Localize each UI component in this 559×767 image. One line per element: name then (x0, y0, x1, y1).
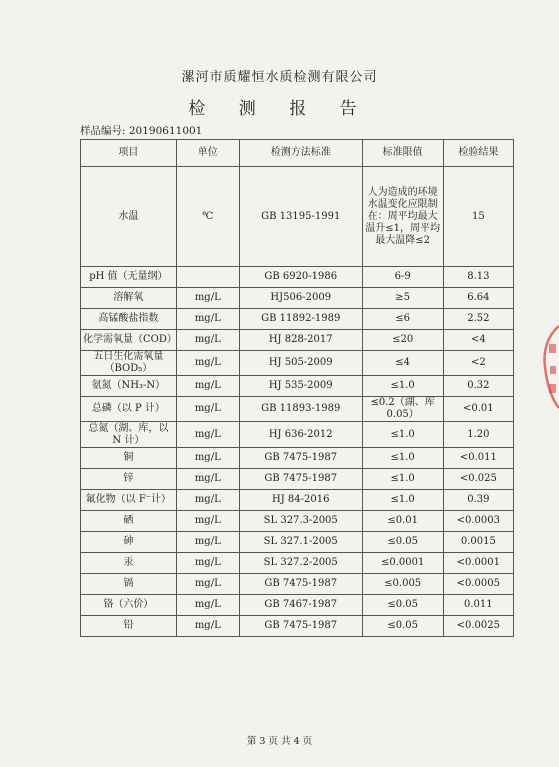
cell-item: 化学需氧量（COD） (81, 330, 177, 351)
table-row (81, 595, 514, 616)
header-unit: 单位 (176, 140, 239, 167)
cell-limit: ≤0.05 (362, 532, 443, 553)
cell-method: GB 7475-1987 (239, 469, 362, 490)
header-method: 检测方法标准 (239, 140, 362, 167)
cell-result: 15 (443, 167, 513, 267)
table-row (81, 397, 514, 422)
cell-unit: mg/L (176, 553, 239, 574)
cell-unit: mg/L (176, 288, 239, 309)
company-name: 漯河市质耀恒水质检测有限公司 (181, 70, 378, 85)
report-title: 检 测 报 告 (188, 99, 371, 119)
table-row (81, 574, 514, 595)
cell-unit (176, 267, 239, 288)
cell-method: HJ 535-2009 (239, 376, 362, 397)
cell-method: SL 327.1-2005 (239, 532, 362, 553)
table-row (81, 490, 514, 511)
cell-method: GB 13195-1991 (239, 167, 362, 267)
cell-method: GB 7467-1987 (239, 595, 362, 616)
cell-limit: ≤1.0 (362, 490, 443, 511)
cell-result: <4 (443, 330, 513, 351)
cell-result: <0.025 (443, 469, 513, 490)
cell-item: 硒 (81, 511, 177, 532)
table-row (81, 309, 514, 330)
table-body (81, 167, 514, 637)
cell-item: 砷 (81, 532, 177, 553)
cell-method: HJ 84-2016 (239, 490, 362, 511)
cell-limit: ≤0.0001 (362, 553, 443, 574)
cell-unit: ℃ (176, 167, 239, 267)
cell-unit: mg/L (176, 351, 239, 376)
cell-result: 6.64 (443, 288, 513, 309)
cell-item: 氟化物（以 F⁻计） (81, 490, 177, 511)
table-row (81, 351, 514, 376)
cell-item: pH 值（无量纲） (81, 267, 177, 288)
header-item: 项目 (81, 140, 177, 167)
cell-result: <0.0005 (443, 574, 513, 595)
cell-item: 总氮（湖、库，以 N 计） (81, 422, 177, 448)
cell-unit: mg/L (176, 511, 239, 532)
cell-result: 8.13 (443, 267, 513, 288)
cell-result: 0.0015 (443, 532, 513, 553)
cell-item: 总磷（以 P 计） (81, 397, 177, 422)
cell-item: 铅 (81, 616, 177, 637)
cell-method: GB 11893-1989 (239, 397, 362, 422)
cell-item: 汞 (81, 553, 177, 574)
cell-result: <0.0001 (443, 553, 513, 574)
cell-unit: mg/L (176, 532, 239, 553)
table-row (81, 167, 514, 267)
table-row (81, 376, 514, 397)
cell-item: 氨氮（NH₃-N） (81, 376, 177, 397)
cell-limit: ≤0.005 (362, 574, 443, 595)
cell-method: HJ 505-2009 (239, 351, 362, 376)
table-row (81, 448, 514, 469)
table-row (81, 330, 514, 351)
cell-method: GB 6920-1986 (239, 267, 362, 288)
cell-unit: mg/L (176, 595, 239, 616)
cell-unit: mg/L (176, 309, 239, 330)
cell-item: 镉 (81, 574, 177, 595)
sample-number: 样品编号: 20190611001 (80, 125, 203, 137)
cell-result: 1.20 (443, 422, 513, 448)
cell-method: GB 7475-1987 (239, 448, 362, 469)
cell-limit: ≥5 (362, 288, 443, 309)
cell-limit: ≤1.0 (362, 469, 443, 490)
cell-result: <0.0003 (443, 511, 513, 532)
table-header-row (81, 140, 514, 167)
page-footer: 第 3 页 共 4 页 (246, 736, 313, 747)
header-limit: 标准限值 (362, 140, 443, 167)
header-result: 检验结果 (443, 140, 513, 167)
cell-method: SL 327.3-2005 (239, 511, 362, 532)
cell-result: <0.011 (443, 448, 513, 469)
cell-item: 铬（六价） (81, 595, 177, 616)
cell-limit: ≤1.0 (362, 422, 443, 448)
cell-result: <2 (443, 351, 513, 376)
cell-result: 0.39 (443, 490, 513, 511)
cell-limit: ≤0.05 (362, 616, 443, 637)
results-table (80, 139, 514, 637)
cell-unit: mg/L (176, 574, 239, 595)
cell-item: 水温 (81, 167, 177, 267)
cell-method: SL 327.2-2005 (239, 553, 362, 574)
cell-method: HJ 636-2012 (239, 422, 362, 448)
cell-item: 溶解氧 (81, 288, 177, 309)
cell-unit: mg/L (176, 397, 239, 422)
cell-result: 0.011 (443, 595, 513, 616)
cell-item: 锌 (81, 469, 177, 490)
cell-limit: 人为造成的环境水温变化应限制在：周平均最大温升≤1，周平均最大温降≤2 (362, 167, 443, 267)
cell-method: GB 7475-1987 (239, 574, 362, 595)
cell-method: HJ 828-2017 (239, 330, 362, 351)
red-seal-stamp-fragment (537, 322, 559, 412)
cell-limit: ≤20 (362, 330, 443, 351)
table-row (81, 469, 514, 490)
cell-limit: ≤1.0 (362, 448, 443, 469)
table-row (81, 288, 514, 309)
cell-limit: ≤4 (362, 351, 443, 376)
table-row (81, 553, 514, 574)
cell-unit: mg/L (176, 490, 239, 511)
cell-result: <0.0025 (443, 616, 513, 637)
cell-item: 高锰酸盐指数 (81, 309, 177, 330)
cell-limit: ≤0.01 (362, 511, 443, 532)
cell-unit: mg/L (176, 330, 239, 351)
cell-unit: mg/L (176, 469, 239, 490)
cell-limit: ≤0.2（湖、库0.05） (362, 397, 443, 422)
cell-item: 铜 (81, 448, 177, 469)
cell-limit: ≤6 (362, 309, 443, 330)
table-row (81, 511, 514, 532)
cell-unit: mg/L (176, 616, 239, 637)
cell-method: GB 11892-1989 (239, 309, 362, 330)
table-row (81, 532, 514, 553)
table-row (81, 616, 514, 637)
cell-unit: mg/L (176, 422, 239, 448)
table-row (81, 267, 514, 288)
cell-limit: 6-9 (362, 267, 443, 288)
cell-result: <0.01 (443, 397, 513, 422)
cell-result: 2.52 (443, 309, 513, 330)
cell-result: 0.32 (443, 376, 513, 397)
table-row (81, 422, 514, 448)
cell-item: 五日生化需氧量（BOD₅） (81, 351, 177, 376)
cell-unit: mg/L (176, 376, 239, 397)
cell-unit: mg/L (176, 448, 239, 469)
cell-limit: ≤1.0 (362, 376, 443, 397)
cell-limit: ≤0.05 (362, 595, 443, 616)
cell-method: HJ506-2009 (239, 288, 362, 309)
cell-method: GB 7475-1987 (239, 616, 362, 637)
